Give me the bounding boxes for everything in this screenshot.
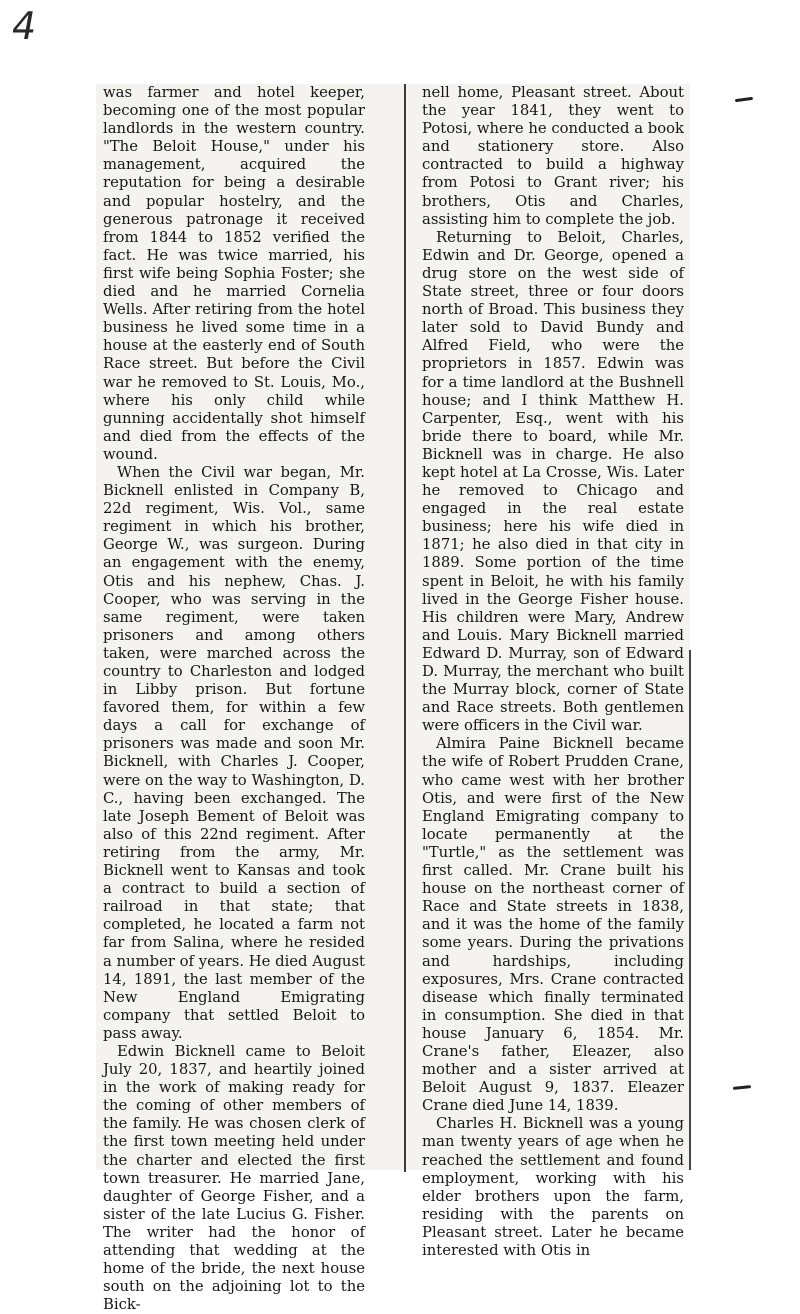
paragraph: Edwin Bicknell came to Beloit July 20, 1837, and heartily joined in the work of making ready for the coming of other members of the family. He was chosen clerk of the first town meeting held under the charter and elected the first town treasurer. He married Jane, daughter of George Fisher, and a sister of the late Lucius G. Fisher. The writer had the honor of attending that wedding at the home of the bride, the next house south on the adjoining lot to the Bick- xyxy=(103,1042,365,1314)
article-column-left xyxy=(103,84,365,1314)
margin-dash-mark xyxy=(735,97,753,102)
paragraph: When the Civil war began, Mr. Bicknell enlisted in Company B, 22d regiment, Wis. Vol., same regiment in which his brother, George W., was surgeon. During an engagement with the enemy, Otis and his nephew, Chas. J. Cooper, who was serving in the same regiment, were taken prisoners and among others taken, were marched across the country to Charleston and lodged in Libby prison. But fortune favored them, for within a few days a call for exchange of prisoners was made and soon Mr. Bicknell, with Charles J. Cooper, were on the way to Washington, D. C., having been exchanged. The late Joseph Bement of Beloit was also of this 22nd regiment. After retiring from the army, Mr. Bicknell went to Kansas and took a contract to build a section of railroad in that state; that completed, he located a farm not far from Salina, where he resided a number of years. He died August 14, 1891, the last member of the New England Emigrating company that settled Beloit to pass away. xyxy=(103,463,365,1042)
paragraph: nell home, Pleasant street. About the year 1841, they went to Potosi, where he conducted a book and stationery store. Also contracted to build a highway from Potosi to Grant river; his brothers, Otis and Charles, assisting him to complete the job. xyxy=(422,84,685,228)
clipping-edge-rule xyxy=(689,650,691,1170)
paragraph: Almira Paine Bicknell became the wife of Robert Prudden Crane, who came west with her brother Otis, and were first of the New England Emigrating company to locate permanently at the "Turtle," as the settlement was first called. Mr. Crane built his house on the northeast corner of Race and State streets in 1838, and it was the home of the family some years. During the privations and hardships, including exposures, Mrs. Crane contracted disease which finally terminated in consumption. She died in that house January 6, 1854. Mr. Crane's father, Eleazer, also mother and a sister arrived at Beloit August 9, 1837. Eleazer Crane died June 14, 1839. xyxy=(422,735,684,1115)
paragraph: Charles H. Bicknell was a young man twenty years of age when he reached the settlement and found employment, working with his elder brothers upon the farm, residing with the parents on Pleasant street. Later he became interested with Otis in xyxy=(422,1115,684,1259)
paragraph: was farmer and hotel keeper, becoming one of the most popular landlords in the western country. "The Beloit House," under his management, acquired the reputation for being a desirable and popular hostelry, and the generous patronage it received from 1844 to 1852 verified the fact. He was twice married, his first wife being Sophia Foster; she died and he married Cornelia Wells. After retiring from the hotel business he lived some time in a house at the easterly end of South Race street. But before the Civil war he removed to St. Louis, Mo., where his only child while gunning accidentally shot himself and died from the effects of the wound. xyxy=(103,84,365,463)
paragraph: Returning to Beloit, Charles, Edwin and Dr. George, opened a drug store on the west side of State street, three or four doors north of Broad. This business they later sold to David Bundy and Alfred Field, who were the proprietors in 1857. Edwin was for a time landlord at the Bushnell house; and I think Matthew H. Carpenter, Esq., went with his bride there to board, while Mr. Bicknell was in charge. He also kept hotel at La Crosse, Wis. Later he removed to Chicago and engaged in the real estate business; here his wife died in 1871; he also died in that city in 1889. Some portion of the time spent in Beloit, he with his family lived in the George Fisher house. His children were Mary, Andrew and Louis. Mary Bicknell married Edward D. Murray, son of Edward D. Murray, the merchant who built the Murray block, corner of State and Race streets. Both gentlemen were officers in the Civil war. xyxy=(422,228,684,735)
article-column-right xyxy=(422,84,685,1259)
page-number: 4 xyxy=(8,4,41,48)
column-divider xyxy=(404,84,406,1172)
margin-dash-mark xyxy=(733,1085,751,1090)
